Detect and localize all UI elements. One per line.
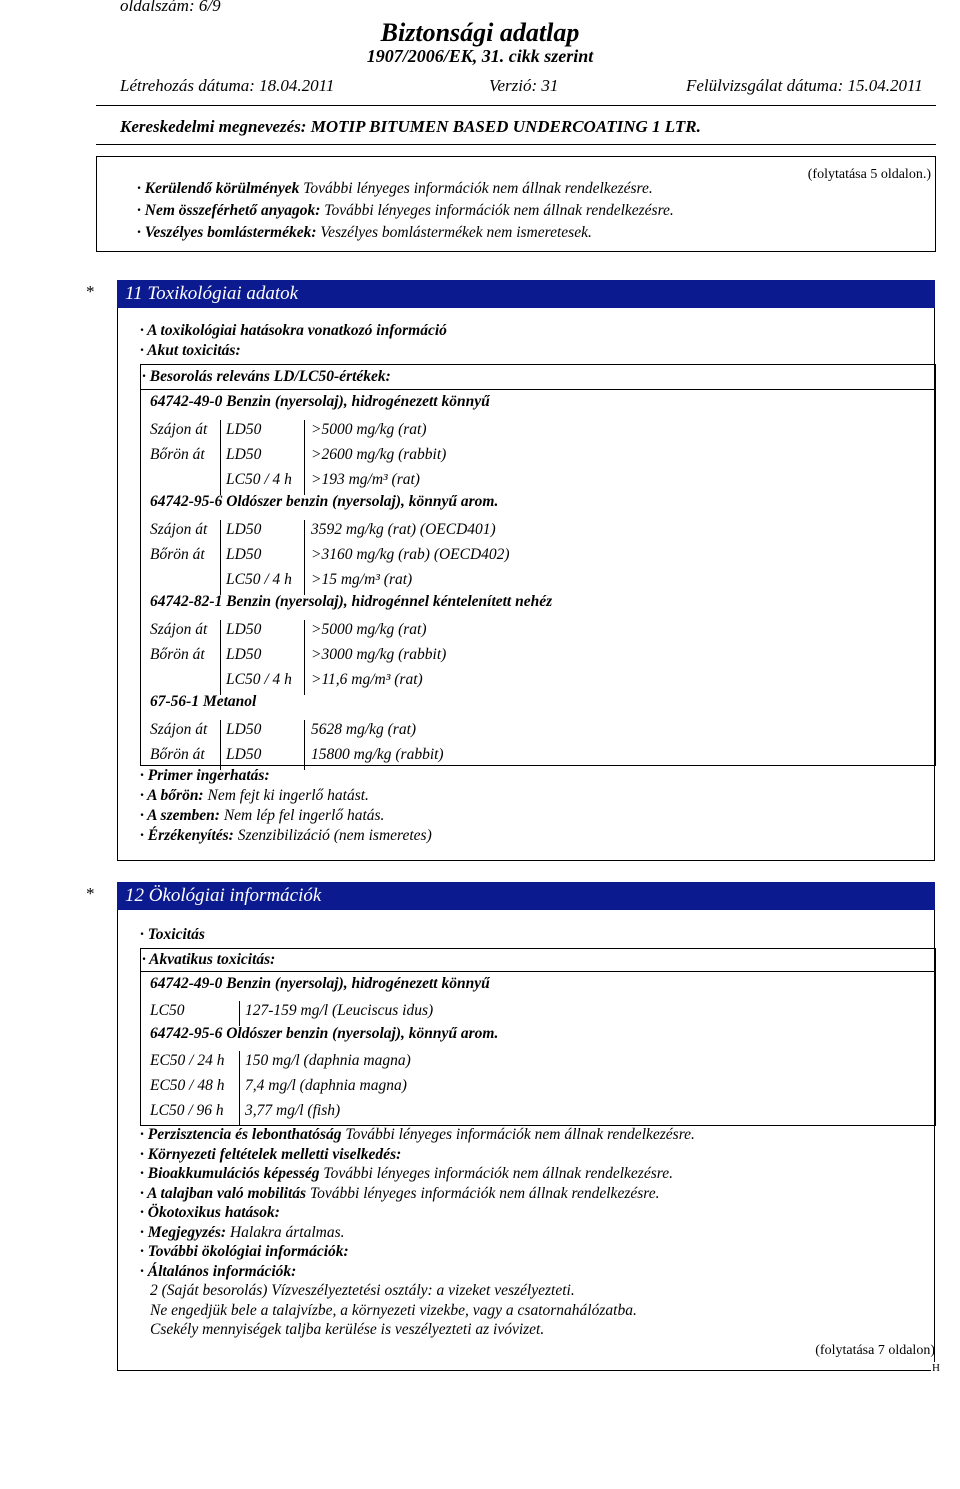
sensitization: · Érzékenyítés: Szenzibilizáció (nem ismeretes) [140,827,432,844]
eco-item-label: · A talajban való mobilitás [140,1184,307,1202]
col-divider [220,520,221,595]
footer-mark: H [932,1362,940,1374]
product-name: Kereskedelmi megnevezés: MOTIP BITUMEN BASED UNDERCOATING 1 LTR. [120,117,701,136]
exposure-route: Szájon át [150,621,208,638]
general-info-line: 2 (Saját besorolás) Vízveszélyeztetési osztály: a vizeket veszélyezteti. [150,1282,575,1299]
substance-name: 67-56-1 Metanol [150,693,257,710]
tox-value: 5628 mg/kg (rat) [311,721,417,738]
value-type: LC50 [150,1002,185,1019]
prev-line-1: · Kerülendő körülmények További lényeges információk nem állnak rendelkezésre. [137,180,653,197]
section-11-header [117,280,935,308]
tox-info-heading: · A toxikológiai hatásokra vonatkozó információ [140,322,447,339]
eco-item-label: · Megjegyzés: [140,1223,227,1241]
col-divider [239,1001,240,1026]
document-title: Biztonsági adatlap [380,18,580,47]
exposure-route: Bőrön át [150,546,205,563]
value-type: LC50 / 96 h [150,1102,224,1119]
substance-name: 64742-49-0 Benzin (nyersolaj), hidrogénezett könnyű [150,393,490,410]
value-type: LD50 [226,721,262,738]
change-marker: * [86,282,95,301]
eco-value: 7,4 mg/l (daphnia magna) [245,1077,407,1094]
acute-toxicity-heading: · Akut toxicitás: [140,342,241,359]
eco-item-text: További lényeges információk nem állnak rendelkezésre. [341,1126,695,1143]
eye-effect: · A szemben: Nem lép fel ingerlő hatás. [140,807,385,824]
section-11-border-bottom [117,860,935,861]
eco-item-text: További lényeges információk nem állnak rendelkezésre. [319,1165,673,1182]
section-12-border-left [117,910,118,1370]
tox-value: >2600 mg/kg (rabbit) [311,446,447,463]
col-divider [220,420,221,495]
value-type: LC50 / 4 h [226,471,292,488]
eco-item [140,1146,401,1164]
aquatic-title: · Akvatikus toxicitás: [142,951,276,968]
value-type: LC50 / 4 h [226,571,292,588]
eco-item-label: · Bioakkumulációs képesség [140,1165,320,1182]
value-type: LD50 [226,446,262,463]
version: Verzió: 31 [489,76,559,95]
value-type: LD50 [226,521,262,538]
value-type: LD50 [226,421,262,438]
eco-value: 3,77 mg/l (fish) [245,1102,341,1119]
eco-item [140,1243,349,1261]
tox-value: >3160 mg/kg (rab) (OECD402) [311,546,510,563]
value-type: EC50 / 24 h [150,1052,225,1069]
general-info-line: Csekély mennyiségek taljba kerülése is veszélyezteti az ivóvizet. [150,1321,545,1338]
aquatic-title-divider [140,971,936,972]
eco-item-text: Halakra ártalmas. [226,1223,345,1241]
tox-value: >3000 mg/kg (rabbit) [311,646,447,663]
eco-value: 127-159 mg/l (Leuciscus idus) [245,1002,434,1019]
value-type: LD50 [226,546,262,563]
tox-value: >193 mg/m³ (rat) [311,471,420,488]
tox-value: >11,6 mg/m³ (rat) [311,671,423,688]
value-type: LD50 [226,621,262,638]
document-subtitle: 1907/2006/EK, 31. cikk szerint [366,46,594,66]
eco-item [140,1126,695,1144]
value-type: LD50 [226,746,262,763]
change-marker-12: * [86,884,95,903]
skin-effect: · A bőrön: Nem fejt ki ingerlő hatást. [140,787,369,804]
substance-name: 64742-95-6 Oldószer benzin (nyersolaj), könnyű arom. [150,1025,499,1042]
footer-divider [117,1370,935,1371]
continued-to: (folytatása 7 oldalon) [815,1343,935,1358]
prev-line-3: · Veszélyes bomlástermékek: Veszélyes bomlástermékek nem ismeretesek. [137,224,592,241]
header-divider [96,105,936,106]
tox-value: 15800 mg/kg (rabbit) [311,746,444,763]
exposure-route: Szájon át [150,721,208,738]
ld-lc50-title: · Besorolás releváns LD/LC50-értékek: [142,368,391,385]
col-divider [220,720,221,770]
exposure-route: Bőrön át [150,446,205,463]
header-divider-2 [96,144,936,145]
section-11-title: 11 Toxikológiai adatok [125,283,299,304]
eco-item [140,1185,659,1203]
exposure-route: Szájon át [150,521,208,538]
substance-name: 64742-82-1 Benzin (nyersolaj), hidrogénnel kéntelenített nehéz [150,593,553,610]
value-type: LD50 [226,646,262,663]
section-12-title: 12 Ökológiai információk [125,885,322,906]
continued-from: (folytatása 5 oldalon.) [807,167,931,182]
eco-item-label: · Ökotoxikus hatások: [140,1204,280,1221]
exposure-route: Szájon át [150,421,208,438]
toxicity-heading: · Toxicitás [140,926,205,943]
primer-heading: · Primer ingerhatás: [140,767,270,784]
exposure-route: Bőrön át [150,746,205,763]
created-date: Létrehozás dátuma: 18.04.2011 [120,76,335,95]
value-type: EC50 / 48 h [150,1077,225,1094]
eco-item [140,1224,345,1242]
tox-value: >15 mg/m³ (rat) [311,571,413,588]
col-divider [220,620,221,695]
revised-date: Felülvizsgálat dátuma: 15.04.2011 [686,76,923,95]
eco-item-text: További lényeges információk nem állnak rendelkezésre. [306,1184,660,1202]
general-info-line: Ne engedjük bele a talajvízbe, a környezeti vizekbe, vagy a csatornahálózatba. [150,1301,637,1319]
eco-item [140,1204,280,1222]
tox-value: >5000 mg/kg (rat) [311,621,427,638]
eco-item-label: · További ökológiai információk: [140,1243,349,1260]
box-title-divider [140,389,936,390]
tox-value: >5000 mg/kg (rat) [311,421,427,438]
tox-value: 3592 mg/kg (rat) (OECD401) [311,521,496,538]
col-divider [304,520,305,595]
col-divider [239,1051,240,1126]
col-divider [304,720,305,770]
eco-item-label: · Általános információk: [140,1262,297,1280]
section-11-border-left [117,308,118,860]
eco-item [140,1263,296,1281]
col-divider [304,620,305,695]
continued-section-box [96,156,936,252]
eco-value: 150 mg/l (daphnia magna) [245,1052,411,1069]
page-number: oldalszám: 6/9 [120,0,221,15]
eco-item-label: · Környezeti feltételek melletti viselkedés: [140,1145,402,1163]
col-divider [304,420,305,495]
substance-name: 64742-95-6 Oldószer benzin (nyersolaj), könnyű arom. [150,493,499,510]
exposure-route: Bőrön át [150,646,205,663]
value-type: LC50 / 4 h [226,671,292,688]
eco-item-label: · Perzisztencia és lebonthatóság [140,1126,342,1143]
prev-line-2: · Nem összeférhető anyagok: További lényeges információk nem állnak rendelkezésre. [137,202,674,219]
substance-name: 64742-49-0 Benzin (nyersolaj), hidrogénezett könnyű [150,975,490,992]
section-12-header [117,882,935,910]
eco-item [140,1165,673,1183]
